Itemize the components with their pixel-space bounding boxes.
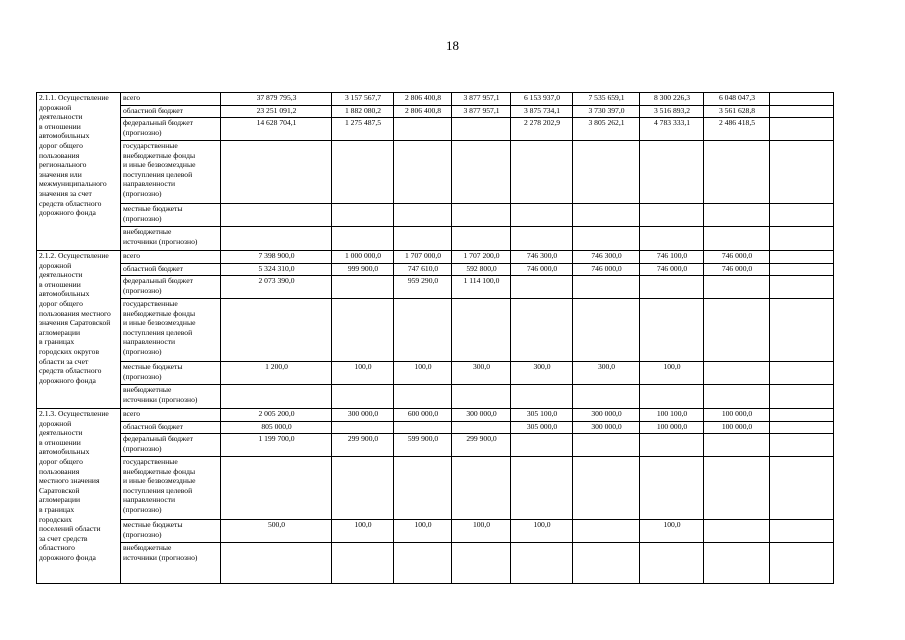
measure-name-line: области за счет	[39, 356, 89, 366]
amount-cell	[511, 227, 573, 251]
amount-cell	[332, 422, 394, 434]
table-row	[37, 385, 834, 409]
amount-cell: 1 707 000,0	[394, 251, 452, 264]
measure-name-line: 2.1.1. Осуществление	[39, 93, 109, 102]
amount-cell	[573, 299, 640, 362]
amount-cell	[770, 409, 834, 422]
amount-cell	[573, 543, 640, 584]
measure-name-line: межмуниципального	[39, 179, 107, 189]
funding-source-line: (прогнозно)	[123, 213, 162, 223]
funding-source-line: поступления целевой	[123, 169, 193, 179]
funding-source-line: внебюджетные	[123, 385, 172, 394]
table-row	[37, 362, 834, 385]
measure-name-line: пользования	[39, 466, 80, 476]
amount-cell	[640, 299, 704, 362]
amount-cell: 746 000,0	[511, 264, 573, 276]
measure-name-line: регионального	[39, 160, 87, 170]
amount-cell	[704, 227, 770, 251]
funding-source-line: местные бюджеты	[123, 520, 183, 529]
amount-cell: 100,0	[640, 362, 704, 385]
funding-source-cell	[121, 409, 221, 422]
table-row	[37, 299, 834, 362]
amount-cell	[770, 385, 834, 409]
funding-source-line: всего	[123, 409, 141, 418]
amount-cell	[770, 141, 834, 204]
funding-source-cell	[121, 299, 221, 362]
amount-cell	[394, 299, 452, 362]
amount-cell	[221, 457, 332, 520]
amount-cell	[394, 227, 452, 251]
funding-table-body	[37, 93, 834, 584]
measure-name-line: дорог общего	[39, 298, 83, 308]
amount-cell	[511, 141, 573, 204]
measure-name-line: дорожной	[39, 260, 72, 270]
amount-cell	[332, 299, 394, 362]
funding-source-line: источники (прогнозно)	[123, 394, 198, 404]
amount-cell: 23 251 091,2	[221, 106, 332, 118]
amount-cell	[640, 141, 704, 204]
amount-cell	[511, 385, 573, 409]
measure-name-cell	[37, 251, 121, 409]
measure-name-line: средств областного	[39, 366, 102, 376]
amount-cell	[511, 434, 573, 457]
funding-source-line: (прогнозно)	[123, 443, 162, 453]
funding-source-cell	[121, 118, 221, 141]
amount-cell: 14 628 704,1	[221, 118, 332, 141]
amount-cell	[573, 276, 640, 299]
amount-cell	[332, 385, 394, 409]
amount-cell: 37 879 795,3	[221, 93, 332, 106]
funding-source-line: областной бюджет	[123, 106, 183, 115]
amount-cell	[452, 118, 511, 141]
amount-cell	[332, 276, 394, 299]
amount-cell: 999 900,0	[332, 264, 394, 276]
amount-cell: 3 157 567,7	[332, 93, 394, 106]
amount-cell	[221, 385, 332, 409]
amount-cell: 8 300 226,3	[640, 93, 704, 106]
amount-cell: 1 200,0	[221, 362, 332, 385]
amount-cell: 300 000,0	[332, 409, 394, 422]
measure-name-line: 2.1.3. Осуществление	[39, 409, 109, 418]
funding-source-cell	[121, 264, 221, 276]
amount-cell: 805 000,0	[221, 422, 332, 434]
measure-name-line: средств областного	[39, 198, 102, 208]
table-row	[37, 434, 834, 457]
amount-cell	[640, 434, 704, 457]
funding-source-line: федеральный бюджет	[123, 276, 193, 285]
amount-cell: 1 114 100,0	[452, 276, 511, 299]
table-row	[37, 106, 834, 118]
amount-cell	[704, 362, 770, 385]
measure-name-line: местного значения	[39, 476, 100, 486]
amount-cell: 100,0	[332, 362, 394, 385]
amount-cell: 746 300,0	[511, 251, 573, 264]
funding-table	[36, 92, 834, 584]
amount-cell	[452, 385, 511, 409]
amount-cell	[394, 204, 452, 227]
amount-cell	[770, 299, 834, 362]
amount-cell	[332, 543, 394, 584]
funding-source-cell	[121, 106, 221, 118]
funding-source-line: и иные безвозмездные	[123, 318, 196, 328]
funding-source-line: государственные	[123, 457, 178, 466]
amount-cell	[394, 385, 452, 409]
funding-source-line: поступления целевой	[123, 327, 193, 337]
measure-name-line: пользования местного	[39, 308, 111, 318]
amount-cell	[573, 457, 640, 520]
amount-cell	[221, 141, 332, 204]
funding-source-line: направленности	[123, 495, 176, 505]
funding-source-cell	[121, 362, 221, 385]
amount-cell	[452, 299, 511, 362]
measure-name-line: дорог общего	[39, 456, 83, 466]
funding-source-line: государственные	[123, 299, 178, 308]
amount-cell: 2 806 400,8	[394, 93, 452, 106]
measure-name-line: автомобильных	[39, 447, 90, 457]
measure-name-line: Саратовской	[39, 485, 80, 495]
measure-name-line: в отношении	[39, 279, 81, 289]
amount-cell: 100,0	[394, 362, 452, 385]
amount-cell: 300,0	[511, 362, 573, 385]
funding-source-line: внебюджетные фонды	[123, 466, 196, 476]
amount-cell	[332, 141, 394, 204]
amount-cell: 500,0	[221, 520, 332, 543]
amount-cell	[770, 264, 834, 276]
amount-cell: 746 000,0	[704, 264, 770, 276]
measure-name-line: дорожной	[39, 418, 72, 428]
amount-cell	[770, 106, 834, 118]
measure-name-line: автомобильных	[39, 131, 90, 141]
amount-cell: 1 199 700,0	[221, 434, 332, 457]
amount-cell: 300,0	[452, 362, 511, 385]
funding-source-line: внебюджетные фонды	[123, 150, 196, 160]
measure-name-line: агломерации	[39, 495, 81, 505]
measure-name-line: в отношении	[39, 121, 81, 131]
amount-cell	[770, 362, 834, 385]
amount-cell: 300 000,0	[573, 409, 640, 422]
measure-name-line: деятельности	[39, 112, 83, 122]
measure-name-line: 2.1.2. Осуществление	[39, 251, 109, 260]
amount-cell: 100,0	[452, 520, 511, 543]
amount-cell: 3 730 397,0	[573, 106, 640, 118]
amount-cell	[770, 520, 834, 543]
amount-cell: 100 000,0	[704, 422, 770, 434]
measure-name-line: пользования	[39, 150, 80, 160]
measure-name-line: деятельности	[39, 428, 83, 438]
measure-name-cell	[37, 409, 121, 584]
amount-cell	[511, 457, 573, 520]
amount-cell	[452, 204, 511, 227]
amount-cell	[640, 385, 704, 409]
funding-source-cell	[121, 434, 221, 457]
table-row	[37, 543, 834, 584]
amount-cell: 599 900,0	[394, 434, 452, 457]
amount-cell	[640, 543, 704, 584]
amount-cell: 300,0	[573, 362, 640, 385]
funding-source-line: источники (прогнозно)	[123, 236, 198, 246]
table-row	[37, 457, 834, 520]
page-number: 18	[446, 38, 459, 53]
funding-source-cell	[121, 385, 221, 409]
funding-source-line: (прогнозно)	[123, 529, 162, 539]
measure-name-line: в отношении	[39, 437, 81, 447]
amount-cell	[770, 276, 834, 299]
funding-source-line: направленности	[123, 179, 176, 189]
funding-source-cell	[121, 227, 221, 251]
amount-cell	[394, 141, 452, 204]
funding-source-line: областной бюджет	[123, 264, 183, 273]
amount-cell: 2 005 200,0	[221, 409, 332, 422]
amount-cell: 305 000,0	[511, 422, 573, 434]
amount-cell	[704, 141, 770, 204]
amount-cell: 2 806 400,8	[394, 106, 452, 118]
funding-source-line: местные бюджеты	[123, 204, 183, 213]
measure-name-cell	[37, 93, 121, 251]
measure-name-line: значения за счет	[39, 188, 92, 198]
amount-cell: 959 290,0	[394, 276, 452, 299]
amount-cell: 2 486 418,5	[704, 118, 770, 141]
amount-cell: 1 707 200,0	[452, 251, 511, 264]
amount-cell	[221, 543, 332, 584]
amount-cell	[452, 543, 511, 584]
amount-cell	[770, 457, 834, 520]
amount-cell	[452, 457, 511, 520]
funding-source-line: (прогнозно)	[123, 371, 162, 381]
amount-cell	[704, 276, 770, 299]
amount-cell	[573, 520, 640, 543]
amount-cell	[770, 118, 834, 141]
table-row	[37, 409, 834, 422]
amount-cell: 100 000,0	[704, 409, 770, 422]
amount-cell: 100,0	[640, 520, 704, 543]
table-row	[37, 264, 834, 276]
amount-cell: 100,0	[332, 520, 394, 543]
funding-source-line: и иные безвозмездные	[123, 476, 196, 486]
amount-cell	[770, 422, 834, 434]
amount-cell: 3 805 262,1	[573, 118, 640, 141]
amount-cell	[704, 457, 770, 520]
funding-source-line: источники (прогнозно)	[123, 552, 198, 562]
amount-cell	[332, 227, 394, 251]
funding-source-cell	[121, 93, 221, 106]
amount-cell	[394, 118, 452, 141]
amount-cell	[573, 141, 640, 204]
measure-name-line: значения или	[39, 169, 82, 179]
funding-source-line: поступления целевой	[123, 485, 193, 495]
amount-cell: 6 048 047,3	[704, 93, 770, 106]
amount-cell: 592 800,0	[452, 264, 511, 276]
amount-cell	[640, 227, 704, 251]
amount-cell: 3 561 628,8	[704, 106, 770, 118]
amount-cell: 305 100,0	[511, 409, 573, 422]
funding-source-cell	[121, 204, 221, 227]
amount-cell: 299 900,0	[452, 434, 511, 457]
amount-cell: 746 000,0	[573, 264, 640, 276]
amount-cell	[573, 227, 640, 251]
measure-name-line: городских округов	[39, 346, 100, 356]
amount-cell	[511, 204, 573, 227]
amount-cell	[770, 93, 834, 106]
amount-cell: 100,0	[511, 520, 573, 543]
funding-source-line: местные бюджеты	[123, 362, 183, 371]
amount-cell: 746 000,0	[704, 251, 770, 264]
amount-cell	[573, 204, 640, 227]
amount-cell: 300 000,0	[452, 409, 511, 422]
amount-cell: 1 275 487,5	[332, 118, 394, 141]
amount-cell: 3 877 957,1	[452, 106, 511, 118]
amount-cell	[452, 141, 511, 204]
measure-name-line: дорожного фонда	[39, 552, 96, 562]
funding-source-line: федеральный бюджет	[123, 118, 193, 127]
amount-cell	[394, 543, 452, 584]
amount-cell: 2 278 202,9	[511, 118, 573, 141]
amount-cell: 3 875 734,1	[511, 106, 573, 118]
amount-cell	[704, 543, 770, 584]
table-row	[37, 422, 834, 434]
amount-cell	[332, 204, 394, 227]
amount-cell: 746 300,0	[573, 251, 640, 264]
amount-cell: 7 398 900,0	[221, 251, 332, 264]
measure-name-line: в границах	[39, 504, 75, 514]
funding-source-line: (прогнозно)	[123, 346, 162, 356]
amount-cell: 1 000 000,0	[332, 251, 394, 264]
measure-name-line: дорог общего	[39, 140, 83, 150]
amount-cell	[704, 299, 770, 362]
amount-cell	[221, 299, 332, 362]
amount-cell: 300 000,0	[573, 422, 640, 434]
funding-source-line: государственные	[123, 141, 178, 150]
amount-cell: 600 000,0	[394, 409, 452, 422]
measure-name-line: дорожного фонда	[39, 375, 96, 385]
funding-source-line: направленности	[123, 337, 176, 347]
table-row	[37, 227, 834, 251]
amount-cell: 100,0	[394, 520, 452, 543]
funding-source-cell	[121, 457, 221, 520]
amount-cell: 1 882 080,2	[332, 106, 394, 118]
table-row	[37, 204, 834, 227]
amount-cell: 100 100,0	[640, 409, 704, 422]
funding-source-line: (прогнозно)	[123, 188, 162, 198]
amount-cell: 2 073 390,0	[221, 276, 332, 299]
amount-cell	[221, 227, 332, 251]
table-row	[37, 118, 834, 141]
amount-cell	[770, 204, 834, 227]
measure-name-line: за счет средств	[39, 533, 88, 543]
amount-cell	[704, 204, 770, 227]
amount-cell	[394, 422, 452, 434]
table-row	[37, 251, 834, 264]
measure-name-line: агломерации	[39, 327, 81, 337]
measure-name-line: городских	[39, 514, 72, 524]
funding-source-line: внебюджетные	[123, 543, 172, 552]
funding-source-cell	[121, 141, 221, 204]
amount-cell	[770, 251, 834, 264]
amount-cell	[452, 422, 511, 434]
measure-name-line: областного	[39, 543, 75, 553]
amount-cell: 299 900,0	[332, 434, 394, 457]
amount-cell	[511, 299, 573, 362]
amount-cell	[573, 385, 640, 409]
funding-source-line: внебюджетные	[123, 227, 172, 236]
funding-source-line: федеральный бюджет	[123, 434, 193, 443]
funding-source-cell	[121, 422, 221, 434]
measure-name-line: дорожной	[39, 102, 72, 112]
amount-cell	[704, 385, 770, 409]
funding-source-line: всего	[123, 93, 141, 102]
funding-source-cell	[121, 251, 221, 264]
table-row	[37, 93, 834, 106]
funding-source-cell	[121, 276, 221, 299]
amount-cell	[640, 457, 704, 520]
measure-name-line: в границах	[39, 337, 75, 347]
amount-cell: 746 100,0	[640, 251, 704, 264]
funding-source-line: (прогнозно)	[123, 504, 162, 514]
funding-source-line: (прогнозно)	[123, 127, 162, 137]
amount-cell	[332, 457, 394, 520]
funding-source-line: и иные безвозмездные	[123, 160, 196, 170]
amount-cell	[704, 520, 770, 543]
funding-source-cell	[121, 520, 221, 543]
amount-cell: 3 877 957,1	[452, 93, 511, 106]
amount-cell	[770, 434, 834, 457]
measure-name-line: дорожного фонда	[39, 208, 96, 218]
amount-cell	[511, 543, 573, 584]
amount-cell	[704, 434, 770, 457]
amount-cell	[640, 276, 704, 299]
amount-cell	[770, 227, 834, 251]
measure-name-line: поселений области	[39, 524, 101, 534]
amount-cell	[640, 204, 704, 227]
amount-cell: 100 000,0	[640, 422, 704, 434]
amount-cell	[394, 457, 452, 520]
measure-name-line: значения Саратовской	[39, 318, 111, 328]
funding-source-line: областной бюджет	[123, 422, 183, 431]
measure-name-line: деятельности	[39, 270, 83, 280]
amount-cell: 3 516 893,2	[640, 106, 704, 118]
table-row	[37, 520, 834, 543]
funding-source-line: всего	[123, 251, 141, 260]
funding-source-cell	[121, 543, 221, 584]
amount-cell: 747 610,0	[394, 264, 452, 276]
amount-cell: 4 783 333,1	[640, 118, 704, 141]
amount-cell	[573, 434, 640, 457]
amount-cell	[452, 227, 511, 251]
amount-cell	[221, 204, 332, 227]
funding-source-line: (прогнозно)	[123, 285, 162, 295]
measure-name-line: автомобильных	[39, 289, 90, 299]
table-row	[37, 141, 834, 204]
funding-source-line: внебюджетные фонды	[123, 308, 196, 318]
amount-cell: 7 535 659,1	[573, 93, 640, 106]
amount-cell: 746 000,0	[640, 264, 704, 276]
amount-cell	[770, 543, 834, 584]
table-row	[37, 276, 834, 299]
amount-cell: 6 153 937,0	[511, 93, 573, 106]
amount-cell	[511, 276, 573, 299]
amount-cell: 5 324 310,0	[221, 264, 332, 276]
